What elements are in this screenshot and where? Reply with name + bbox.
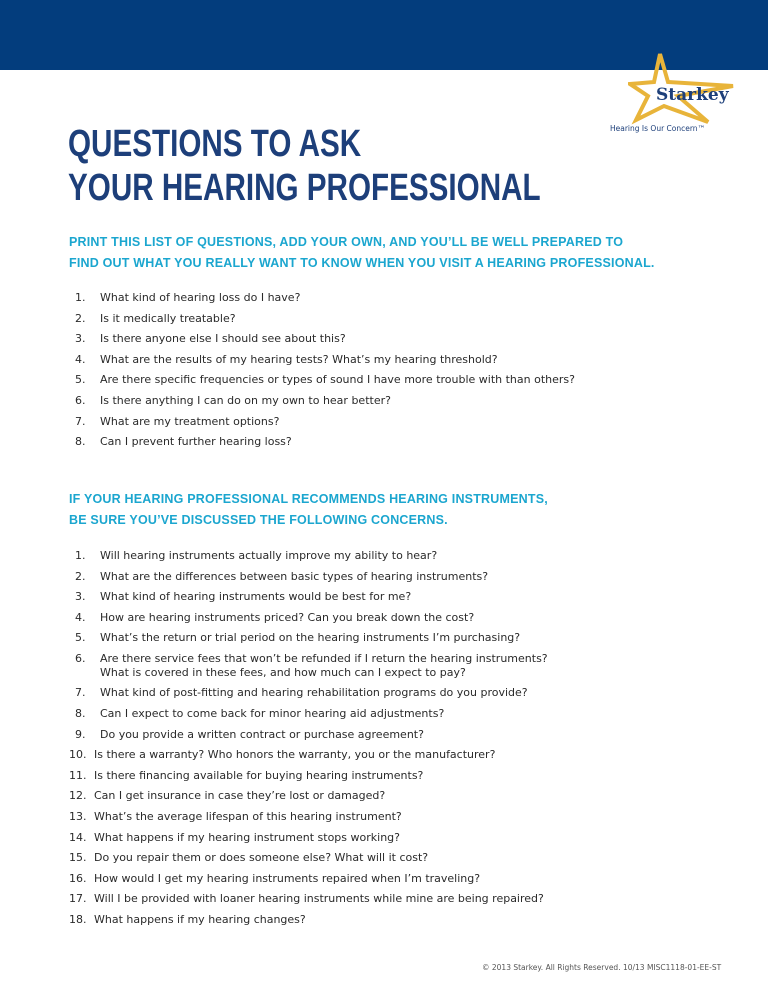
- list-item: [69, 830, 548, 852]
- item-number: 6.: [75, 651, 86, 665]
- title-line: YOUR HEARING PROFESSIONAL: [68, 167, 541, 209]
- list-item: [75, 312, 575, 333]
- footer-copyright: © 2013 Starkey. All Rights Reserved. 10/13 MISC1118-01-EE-ST: [482, 963, 722, 972]
- item-text: What are the results of my hearing tests? What’s my hearing threshold?: [100, 352, 498, 366]
- list-item: [69, 789, 548, 810]
- list-item: [75, 611, 548, 632]
- item-text: Is there a warranty? Who honors the warranty, you or the manufacturer?: [94, 748, 496, 762]
- item-text: Can I prevent further hearing loss?: [100, 435, 292, 449]
- item-number: 18.: [69, 913, 87, 926]
- list-item: [75, 394, 575, 415]
- list-item: [75, 590, 548, 611]
- item-text: What’s the return or trial period on the hearing instruments I’m purchasing?: [100, 631, 521, 645]
- logo-wordmark: Starkey: [656, 85, 729, 105]
- item-text: What kind of hearing instruments would be best for me?: [100, 590, 412, 604]
- list-item: [75, 332, 575, 353]
- item-number: 1.: [75, 291, 86, 304]
- logo-tagline: Hearing Is Our Concern™: [610, 124, 706, 133]
- item-number: 12.: [69, 789, 87, 803]
- list-item: [75, 373, 575, 394]
- item-number: 2.: [75, 311, 86, 325]
- item-number: 16.: [69, 871, 87, 885]
- item-text: What happens if my hearing changes?: [94, 913, 306, 926]
- item-number: 8.: [75, 707, 86, 721]
- item-text: Can I expect to come back for minor hearing aid adjustments?: [100, 707, 445, 721]
- item-text: What are the differences between basic types of hearing instruments?: [100, 569, 489, 583]
- item-number: 8.: [75, 435, 86, 449]
- list-item: [75, 549, 548, 570]
- list-item: [75, 435, 575, 456]
- item-number: 10.: [69, 748, 87, 762]
- intro-line: FIND OUT WHAT YOU REALLY WANT TO KNOW WHEN YOU VISIT A HEARING PROFESSIONAL.: [69, 256, 655, 270]
- item-number: 7.: [75, 414, 86, 428]
- item-text: Is there anything I can do on my own to hear better?: [100, 393, 391, 407]
- list-item: [69, 768, 548, 790]
- list-item: [75, 415, 575, 436]
- item-text: What kind of hearing loss do I have?: [100, 291, 301, 304]
- item-text: How would I get my hearing instruments repaired when I’m traveling?: [94, 871, 481, 885]
- item-text: Do you provide a written contract or purchase agreement?: [100, 727, 424, 741]
- starkey-logo: [628, 52, 738, 132]
- list-item: [69, 892, 548, 913]
- item-number: 4.: [75, 610, 86, 624]
- intro-line: IF YOUR HEARING PROFESSIONAL RECOMMENDS HEARING INSTRUMENTS,: [69, 492, 548, 506]
- item-number: 9.: [75, 727, 86, 741]
- item-text: What kind of post-fitting and hearing rehabilitation programs do you provide?: [100, 686, 528, 700]
- list-item: [75, 570, 548, 591]
- item-number: 2.: [75, 569, 86, 583]
- list-item: [75, 631, 548, 652]
- item-text: What’s the average lifespan of this hearing instrument?: [94, 810, 402, 824]
- item-number: 17.: [69, 892, 87, 906]
- list-item: [69, 871, 548, 893]
- question-list-general: [75, 291, 575, 456]
- item-number: 6.: [75, 393, 86, 407]
- intro-line: BE SURE YOU’VE DISCUSSED THE FOLLOWING CONCERNS.: [69, 513, 448, 527]
- list-item: [75, 353, 575, 374]
- item-number: 4.: [75, 352, 86, 366]
- item-text: Can I get insurance in case they’re lost or damaged?: [94, 789, 386, 803]
- item-number: 1.: [75, 549, 86, 562]
- intro-line: PRINT THIS LIST OF QUESTIONS, ADD YOUR OWN, AND YOU’LL BE WELL PREPARED TO: [69, 235, 624, 249]
- list-item: [69, 810, 548, 831]
- list-item: [69, 913, 548, 934]
- page-title: [68, 122, 541, 210]
- item-number: 5.: [75, 631, 86, 645]
- item-number: 15.: [69, 851, 87, 865]
- item-text: Do you repair them or does someone else? What will it cost?: [94, 851, 429, 865]
- list-item: [69, 851, 548, 872]
- list-item: [75, 707, 548, 728]
- list-item: [75, 686, 548, 707]
- item-text: Are there specific frequencies or types of sound I have more trouble with than others?: [100, 373, 575, 387]
- instruments-heading: [69, 489, 548, 531]
- item-text: Are there service fees that won’t be refunded if I return the hearing instruments? What is covered in these fees, and how much can I expect to pay?: [100, 651, 548, 679]
- item-number: 3.: [75, 332, 86, 346]
- item-text: What are my treatment options?: [100, 414, 280, 428]
- item-number: 3.: [75, 590, 86, 604]
- list-item: [75, 291, 575, 312]
- list-item: [75, 652, 548, 687]
- item-number: 5.: [75, 373, 86, 387]
- item-text: Is there financing available for buying hearing instruments?: [94, 768, 424, 782]
- item-text: Will I be provided with loaner hearing instruments while mine are being repaired?: [94, 892, 544, 906]
- intro-heading: [69, 232, 655, 274]
- list-item: [75, 728, 548, 749]
- item-number: 13.: [69, 810, 87, 824]
- title-line: QUESTIONS TO ASK: [68, 123, 362, 165]
- question-list-instruments: [69, 549, 548, 934]
- item-number: 7.: [75, 686, 86, 700]
- item-number: 14.: [69, 830, 87, 844]
- item-text: Will hearing instruments actually improve my ability to hear?: [100, 549, 438, 562]
- item-number: 11.: [69, 768, 87, 782]
- item-text: How are hearing instruments priced? Can you break down the cost?: [100, 610, 475, 624]
- item-text: Is it medically treatable?: [100, 311, 236, 325]
- item-text: What happens if my hearing instrument stops working?: [94, 830, 400, 844]
- list-item: [69, 748, 548, 769]
- item-text: Is there anyone else I should see about this?: [100, 332, 346, 346]
